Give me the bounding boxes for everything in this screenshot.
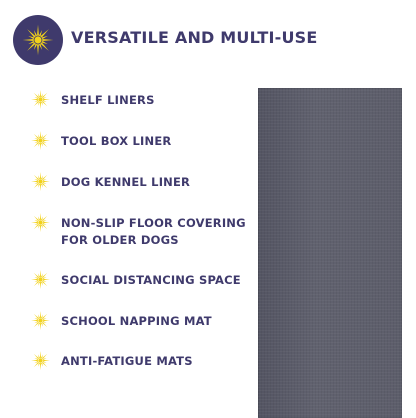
section-heading: VERSATILE AND MULTI-USE [71,28,318,47]
sunburst-icon [30,171,51,192]
sunburst-icon [30,350,51,371]
feature-label: SHELF LINERS [61,93,155,107]
feature-label: SOCIAL DISTANCING SPACE [61,273,241,287]
feature-label: TOOL BOX LINER [61,134,172,148]
sunburst-icon [30,130,51,151]
feature-item-tool-box-liner [30,133,261,151]
feature-label: ANTI-FATIGUE MATS [61,354,193,368]
feature-label: DOG KENNEL LINER [61,175,191,189]
sunburst-icon [21,23,55,57]
feature-label: NON-SLIP FLOOR COVERING FOR OLDER DOGS [61,216,246,247]
sunburst-icon [30,89,51,110]
feature-item-school-napping-mat [30,313,261,331]
sunburst-icon [30,269,51,290]
feature-item-social-distancing-space [30,272,261,290]
sunburst-icon [30,212,51,233]
feature-item-non-slip-floor-covering [30,215,261,249]
feature-item-anti-fatigue-mats [30,353,261,371]
feature-item-dog-kennel-liner [30,174,261,192]
mat-product-image [258,88,402,418]
feature-label: SCHOOL NAPPING MAT [61,314,212,328]
sunburst-icon [30,310,51,331]
header-badge [13,15,63,65]
feature-item-shelf-liners [30,92,261,110]
